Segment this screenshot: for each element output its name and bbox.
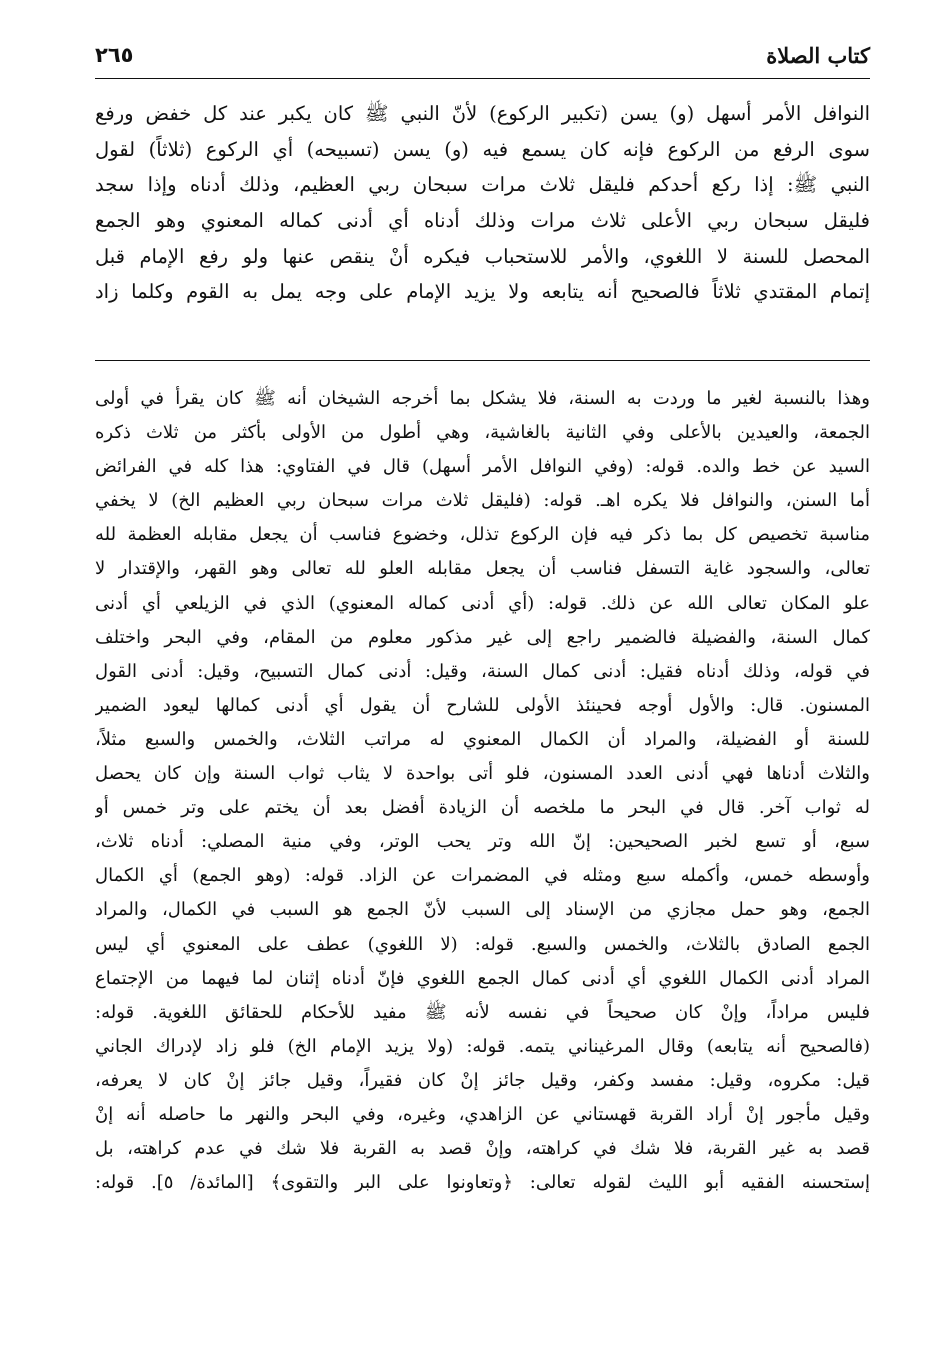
main-text-line: فليقل سبحان ربي الأعلى ثلاث مرات وذلك أدناه أي أدنى كماله المعنوي وهو الجمع — [95, 209, 870, 233]
main-text-line: المحصل للسنة لا اللغوي، والأمر للاستحباب فيكره أنْ ينقص عنها ولو رفع الإمام قبل — [95, 244, 870, 268]
commentary-line: إستحسنه الفقيه أبو الليث لقوله تعالى: ﴿وتعاونوا على البر والتقوى﴾ [المائدة/ ٥]. قوله: — [95, 1172, 870, 1194]
commentary-line: الجمع الصادق بالثلاث، والخمس والسبع. قوله: (لا اللغوي) عطف على المعنوي أي ليس — [95, 933, 870, 955]
main-text-line: النوافل الأمر أسهل (و) يسن (تكبير الركوع) لأنّ النبي ﷺ كان يكبر عند كل خفض ورفع — [95, 102, 870, 125]
page-header — [95, 38, 870, 72]
commentary-line: (فالصحيح أنه يتابعه) وقال المرغيناني يتمه. قوله: (ولا يزيد الإمام الخ) فلو زاد لإدراك الجاني — [95, 1035, 870, 1057]
commentary-line: أما السنن، والنوافل فلا يكره اهـ. قوله: (فليقل ثلاث مرات سبحان ربي العظيم الخ) لا يخفي — [95, 490, 870, 512]
main-text-line: إتمام المقتدي ثلاثاً فالصحيح أنه يتابعه ولا يزيد الإمام على وجه يمل به القوم وكلما زاد — [95, 280, 870, 304]
book-title: كتاب الصلاة — [766, 42, 870, 68]
main-text-line: النبي ﷺ: إذا ركع أحدكم فليقل ثلاث مرات سبحان ربي العظيم، وذلك أدناه وإذا سجد — [95, 173, 870, 197]
commentary-line: وهذا بالنسبة لغير ما وردت به السنة، فلا يشكل بما أخرجه الشيخان أنه ﷺ كان يقرأ في أولى — [95, 388, 870, 409]
commentary-line: قيل: مكروه، وقيل: مفسد وكفر، وقيل جائز إنْ كان فقيراً، وقيل جائز إنْ كان لا يعرفه، — [95, 1069, 870, 1091]
commentary-line: وقيل مأجور إنْ أراد القربة قهستاني عن الزاهدي، وغيره، وفي البحر والنهر ما حاصله أنه إنْ — [95, 1103, 870, 1125]
commentary-line: سبع، أو تسع لخبر الصحيحين: إنّ الله وتر يحب الوتر، وفي منية المصلي: أدناه ثلاث، — [95, 831, 870, 853]
commentary-line: والثلاث أدناها فهي أدنى العدد المسنون، فلو أتى بواحدة لا يثاب ثواب السنة وإن كان يحصل — [95, 763, 870, 785]
commentary-line: له ثواب آخر. قال في البحر ما ملخصه أن الزيادة أفضل بعد أن يختم على وتر خمس أو — [95, 797, 870, 819]
commentary-line: الجمع، وهو حمل مجازي من الإسناد إلى السبب لأنّ الجمع هو السبب في الكمال، والمراد — [95, 899, 870, 921]
commentary-line: قصد به غير القربة، فلا شك في كراهته، وإنْ قصد به القربة فلا شك في عدم كراهته، بل — [95, 1138, 870, 1160]
commentary-text — [95, 382, 870, 1200]
header-rule — [95, 78, 870, 79]
commentary-line: الجمعة، والعيدين بالأعلى وفي الثانية بالغاشية، وهي أطول من الأولى بأكثر من ثلاث ذكره — [95, 422, 870, 444]
main-text-line: سوى الرفع من الركوع فإنه كان يسمع فيه (و) يسن (تسبيحه) أي الركوع (ثلاثاً) لقول — [95, 137, 870, 161]
commentary-line: فليس مراداً، وإنْ كان صحيحاً في نفسه لأنه ﷺ مفيد للأحكام للحقائق اللغوية. قوله: — [95, 1001, 870, 1023]
page-number: ٢٦٥ — [95, 43, 134, 67]
commentary-line: وأوسطه خمس، وأكمله سبع ومثله في المضمرات عن الزاد. قوله: (وهو الجمع) أي الكمال — [95, 865, 870, 887]
commentary-line: علو المكان تعالى الله عن ذلك. قوله: (أي أدنى كماله المعنوي) الذي في الزيلعي أي أدنى — [95, 592, 870, 614]
commentary-line: المسنون. قال: والأول أوجه فحينئذ الأولى للشارح أن يقول أي أدنى كمالها ليعود الضمير — [95, 694, 870, 716]
commentary-line: المراد أدنى الكمال اللغوي أي أدنى كمال الجمع اللغوي فإنّ أدناه إثنان لما فيهما من الإجتماع — [95, 967, 870, 989]
commentary-line: في قوله، وذلك أدناه فقيل: أدنى كمال السنة، وقيل: أدنى كمال التسبيح، وقيل: أدنى القول — [95, 660, 870, 682]
commentary-line: السيد عن خط والده. قوله: (وفي النوافل الأمر أسهل) قال في الفتاوي: هذا كله في الفرائض — [95, 456, 870, 478]
commentary-line: تعالى، والسجود غاية التسفل فناسب أن يجعل مقابله العلو لله تعالى وهو القهر، والإقتدار لا — [95, 558, 870, 580]
commentary-line: كمال السنة، والفضيلة فالضمير راجع إلى غير مذكور معلوم من المقام، وفي البحر واختلف — [95, 626, 870, 648]
commentary-line: للسنة أو الفضيلة، والمراد أن الكمال المعنوي له مراتب الثلاث، والخمس والسبع مثلاً، — [95, 728, 870, 750]
commentary-line: مناسبة تخصيص كل بما ذكر فيه فإن الركوع تذلل، وخضوع فناسب أن يجعل مقابله العظمة لله — [95, 524, 870, 546]
section-separator — [95, 360, 870, 361]
main-text — [95, 96, 870, 310]
